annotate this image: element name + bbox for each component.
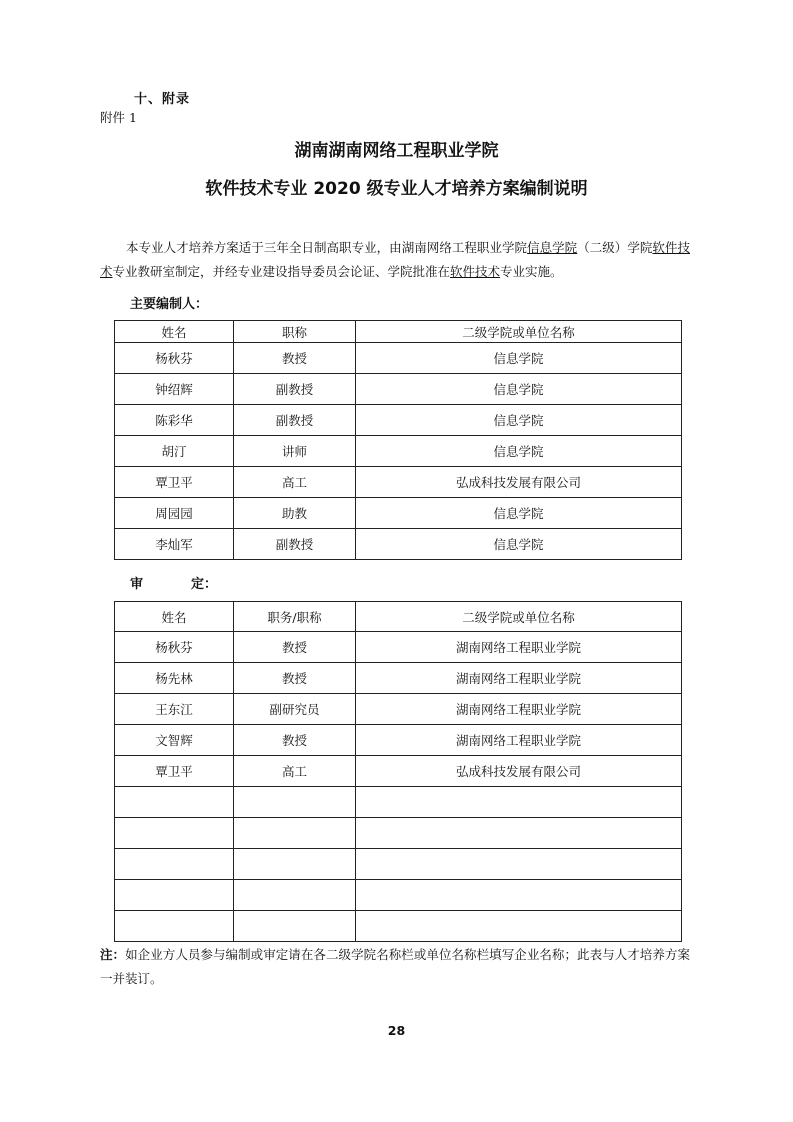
review-table-row bbox=[115, 818, 682, 849]
editors-table-cell: 李灿军 bbox=[115, 529, 234, 560]
editors-table-cell: 覃卫平 bbox=[115, 467, 234, 498]
attachment-label: 附件 1 bbox=[100, 110, 137, 125]
intro-text-3: 专业教研室制定，并经专业建设指导委员会论证、学院批准在 bbox=[112, 264, 451, 279]
editors-table-cell: 副教授 bbox=[234, 529, 356, 560]
review-table-cell: 湖南网络工程职业学院 bbox=[356, 632, 682, 663]
review-table-header-row bbox=[115, 602, 682, 632]
editors-table-row bbox=[115, 436, 682, 467]
section-title: 十、附录 bbox=[134, 92, 191, 107]
editors-label: 主要编制人： bbox=[130, 297, 209, 312]
editors-table-cell: 钟绍辉 bbox=[115, 374, 234, 405]
review-table-cell: 教授 bbox=[234, 663, 356, 694]
review-table-row bbox=[115, 756, 682, 787]
review-table-row bbox=[115, 880, 682, 911]
review-table-cell bbox=[115, 818, 234, 849]
editors-table-cell: 陈彩华 bbox=[115, 405, 234, 436]
intro-underlined-major-2: 软件技术 bbox=[450, 264, 501, 279]
review-table-cell: 文智辉 bbox=[115, 725, 234, 756]
review-table-header-cell: 姓名 bbox=[115, 602, 234, 632]
review-table-cell bbox=[115, 911, 234, 942]
review-table-row bbox=[115, 632, 682, 663]
review-table-cell bbox=[234, 849, 356, 880]
footnote bbox=[100, 943, 690, 991]
note-label: 注： bbox=[100, 947, 126, 962]
review-table-header-cell: 职务/职称 bbox=[234, 602, 356, 632]
review-table-cell: 杨秋芬 bbox=[115, 632, 234, 663]
editors-table-cell: 助教 bbox=[234, 498, 356, 529]
review-label-rest: 定： bbox=[191, 577, 218, 592]
editors-table-cell: 信息学院 bbox=[356, 405, 682, 436]
editors-table bbox=[114, 320, 682, 560]
review-table-cell bbox=[234, 787, 356, 818]
review-table-row bbox=[115, 911, 682, 942]
editors-table-header-row bbox=[115, 321, 682, 343]
editors-table-row bbox=[115, 343, 682, 374]
review-table-cell: 弘成科技发展有限公司 bbox=[356, 756, 682, 787]
editors-table-row bbox=[115, 529, 682, 560]
editors-table-header-cell: 姓名 bbox=[115, 321, 234, 343]
editors-table-cell: 周园园 bbox=[115, 498, 234, 529]
intro-text-1: 本专业人才培养方案适于三年全日制高职专业，由湖南网络工程职业学院 bbox=[126, 240, 528, 255]
editors-table-cell: 信息学院 bbox=[356, 374, 682, 405]
review-table-cell: 高工 bbox=[234, 756, 356, 787]
review-table-cell bbox=[356, 849, 682, 880]
review-table-cell bbox=[115, 880, 234, 911]
editors-table-cell: 杨秋芬 bbox=[115, 343, 234, 374]
review-table-cell: 教授 bbox=[234, 632, 356, 663]
review-label-char: 审 bbox=[130, 577, 144, 592]
intro-text-2: （二级）学院 bbox=[577, 240, 653, 255]
editors-table-row bbox=[115, 498, 682, 529]
page-number: 28 bbox=[387, 1023, 406, 1038]
review-table-row bbox=[115, 725, 682, 756]
editors-table-cell: 信息学院 bbox=[356, 436, 682, 467]
editors-table-cell: 高工 bbox=[234, 467, 356, 498]
editors-table-row bbox=[115, 467, 682, 498]
review-table-cell bbox=[115, 849, 234, 880]
review-table-cell: 杨先林 bbox=[115, 663, 234, 694]
intro-text-4: 专业实施。 bbox=[500, 264, 563, 279]
editors-table-cell: 副教授 bbox=[234, 374, 356, 405]
editors-table-cell: 弘成科技发展有限公司 bbox=[356, 467, 682, 498]
review-table-cell bbox=[234, 911, 356, 942]
review-table-cell bbox=[356, 880, 682, 911]
editors-table-cell: 教授 bbox=[234, 343, 356, 374]
review-table-row bbox=[115, 694, 682, 725]
review-table-cell bbox=[234, 818, 356, 849]
editors-table-header-cell: 职称 bbox=[234, 321, 356, 343]
review-table-cell bbox=[115, 787, 234, 818]
review-table-cell: 湖南网络工程职业学院 bbox=[356, 694, 682, 725]
review-table-cell: 覃卫平 bbox=[115, 756, 234, 787]
intro-paragraph bbox=[100, 236, 690, 284]
review-table-header-cell: 二级学院或单位名称 bbox=[356, 602, 682, 632]
review-table-cell: 湖南网络工程职业学院 bbox=[356, 663, 682, 694]
editors-table-cell: 信息学院 bbox=[356, 498, 682, 529]
editors-table-row bbox=[115, 374, 682, 405]
intro-underlined-major-1: 软件技术 bbox=[100, 240, 690, 279]
review-label bbox=[130, 573, 217, 592]
intro-underlined-college: 信息学院 bbox=[527, 240, 578, 255]
note-text: 如企业方人员参与编制或审定请在各二级学院名称栏或单位名称栏填写企业名称；此表与人才培养方案一并装订。 bbox=[100, 947, 690, 986]
document-title-line2: 软件技术专业 2020 级专业人才培养方案编制说明 bbox=[205, 179, 588, 199]
review-table-row bbox=[115, 663, 682, 694]
review-table-cell bbox=[356, 787, 682, 818]
editors-table-cell: 信息学院 bbox=[356, 529, 682, 560]
editors-table-header-cell: 二级学院或单位名称 bbox=[356, 321, 682, 343]
review-table-cell: 副研究员 bbox=[234, 694, 356, 725]
review-table-cell bbox=[356, 818, 682, 849]
review-table-cell: 王东江 bbox=[115, 694, 234, 725]
editors-table-cell: 讲师 bbox=[234, 436, 356, 467]
editors-table-cell: 胡汀 bbox=[115, 436, 234, 467]
editors-table-cell: 副教授 bbox=[234, 405, 356, 436]
editors-table-cell: 信息学院 bbox=[356, 343, 682, 374]
review-table-cell: 教授 bbox=[234, 725, 356, 756]
document-title-line1: 湖南湖南网络工程职业学院 bbox=[294, 141, 499, 161]
review-table-cell bbox=[234, 880, 356, 911]
review-table-row bbox=[115, 849, 682, 880]
review-table-cell: 湖南网络工程职业学院 bbox=[356, 725, 682, 756]
review-table bbox=[114, 601, 682, 942]
review-table-row bbox=[115, 787, 682, 818]
review-table-cell bbox=[356, 911, 682, 942]
editors-table-row bbox=[115, 405, 682, 436]
